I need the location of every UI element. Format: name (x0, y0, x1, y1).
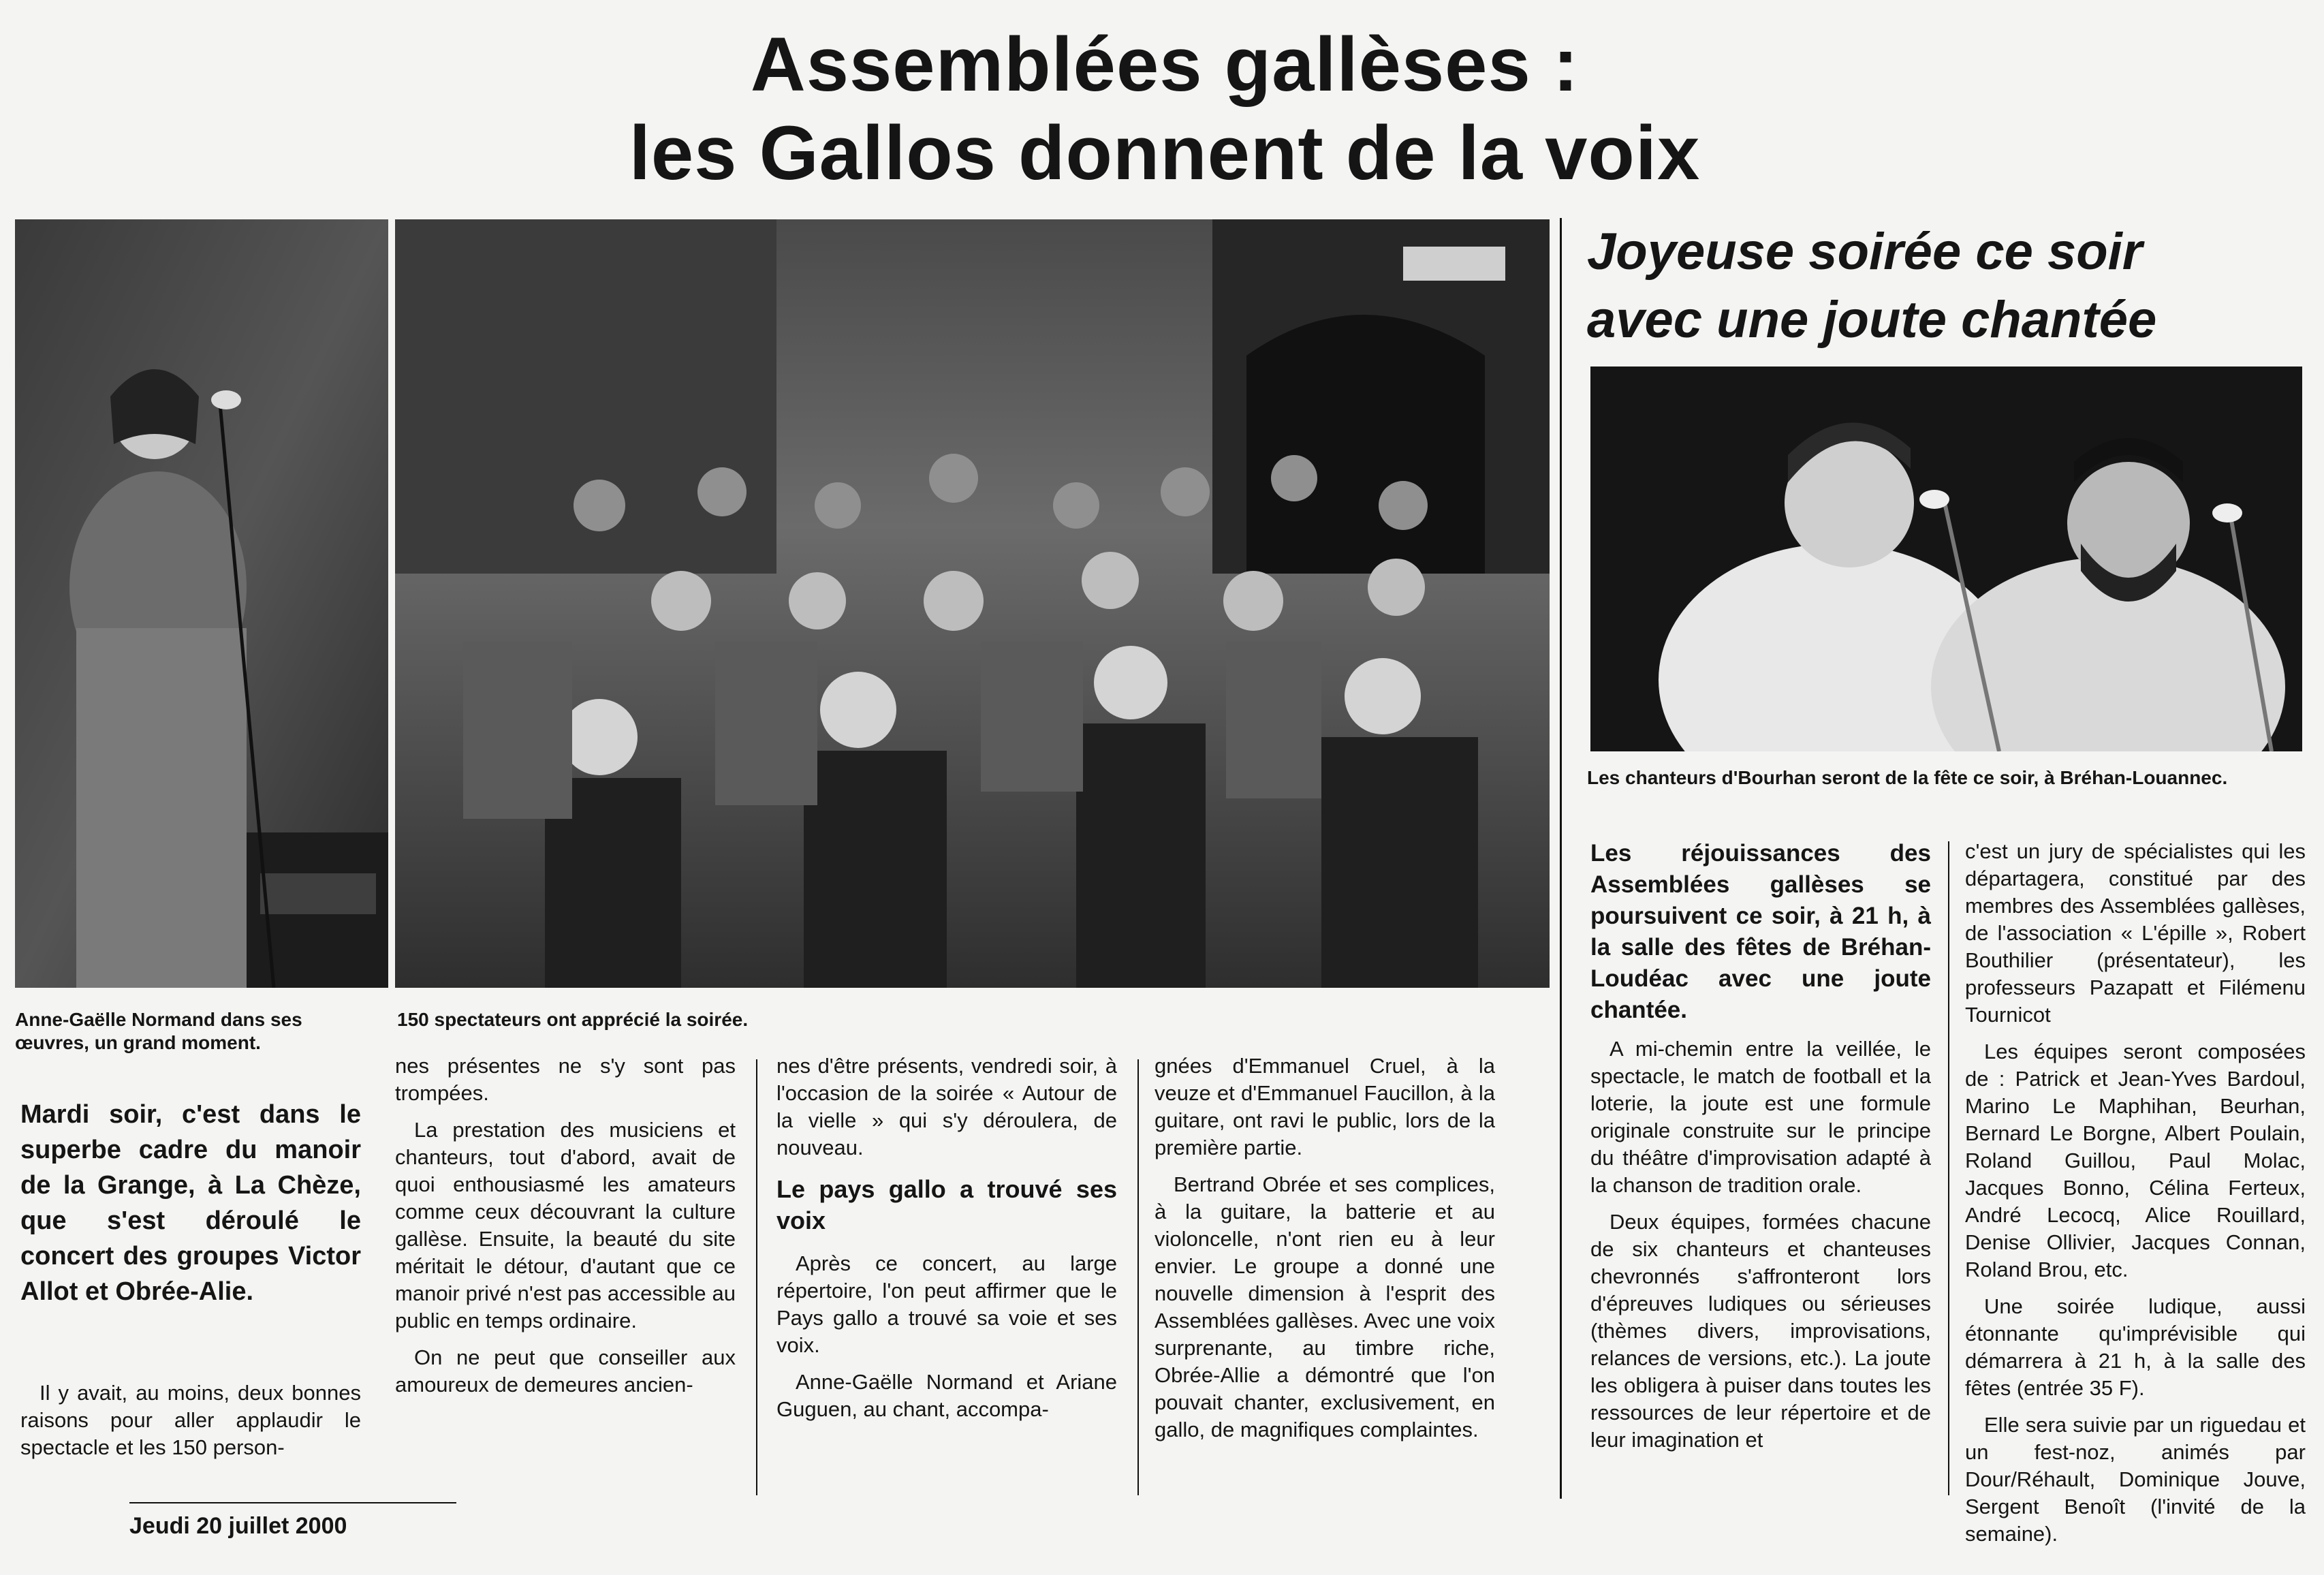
caption-audience: 150 spectateurs ont apprécié la soirée. (397, 1009, 749, 1030)
dateline-rule (129, 1502, 456, 1503)
left-article-col-4 (1155, 1052, 1495, 1453)
headline-line-1: Assemblées gallèses : (750, 22, 1580, 107)
photo-chanteurs-image (1590, 367, 2302, 751)
paragraph: Anne-Gaëlle Normand et Ariane Guguen, au chant, accompa- (776, 1370, 1117, 1421)
paragraph: On ne peut que conseiller aux amoureux de demeures ancien- (395, 1345, 736, 1397)
paragraph: c'est un jury de spécialistes qui les départagera, constitué par des membres des Assemblées gallèses, de l'association « L'épille », Robert Bouthilier (présentateur), les professeurs Pazapatt et Filémenu Tournicot (1965, 839, 2306, 1027)
intertitle: Le pays gallo a trouvé ses voix (776, 1175, 1117, 1234)
paragraph: Deux équipes, formées chacune de six chanteurs et chanteuses chevronnés s'affronteront lors d'épreuves ludiques ou sérieuses (thèmes divers, improvisations, relances de versions, etc.). La joute les obligera à puiser dans toutes les ressources de leur répertoire et de leur imagination et (1590, 1210, 1931, 1452)
left-article-col-3 (776, 1052, 1117, 1433)
paragraph: nes présentes ne s'y sont pas trompées. (395, 1054, 736, 1105)
paragraph: gnées d'Emmanuel Cruel, à la veuze et d'Emmanuel Faucillon, à la guitare, ont ravi le public, lors de la première partie. (1155, 1054, 1495, 1159)
right-heading-line-1: Joyeuse soirée ce soir (1587, 223, 2143, 281)
paragraph: La prestation des musiciens et chanteurs, tout d'abord, avait de quoi enthousiasmé les amateurs comme ceux découvrant la culture gallèse. Ensuite, la beauté du site méritait le détour, d'autant que ce manoir privé n'est pas accessible au public en temps ordinaire. (395, 1118, 736, 1332)
bleed-text-left (0, 0, 123, 177)
paragraph: A mi-chemin entre la veillée, le spectacle, le match de football et la loterie, la joute est une formule originale construite sur le principe du théâtre d'improvisation adapté à la chanson de tradition orale. (1590, 1037, 1931, 1197)
caption-singer: Anne-Gaëlle Normand dans ses œuvres, un grand moment. (15, 1009, 302, 1053)
paragraph: Il y avait, au moins, deux bonnes raisons pour aller applaudir le spectacle et les 150 person- (20, 1381, 361, 1459)
paragraph: Après ce concert, au large répertoire, l'on peut affirmer que le Pays gallo a trouvé sa voie et ses voix. (776, 1251, 1117, 1357)
caption-chanteurs: Les chanteurs d'Bourhan seront de la fête ce soir, à Bréhan-Louannec. (1587, 767, 2228, 788)
column-divider (1948, 841, 1949, 1495)
paragraph: Elle sera suivie par un riguedau et un fest-noz, animés par Dour/Réhault, Dominique Jouve, Sergent Benoît (l'invité de la semaine). (1965, 1413, 2306, 1546)
column-divider (756, 1059, 757, 1495)
paragraph: Une soirée ludique, aussi étonnante qu'imprévisible qui démarrera à 21 h, à la salle des fêtes (entrée 35 F). (1965, 1294, 2306, 1400)
right-article-col-1 (1590, 1035, 1931, 1463)
photo-audience (395, 219, 1550, 988)
right-article-lead: Les réjouissances des Assemblées gallèses se poursuivent ce soir, à 21 h, à la salle des fêtes de Bréhan-Loudéac avec une joute chantée. (1590, 840, 1931, 1023)
column-divider (1137, 1059, 1139, 1495)
photo-audience-image (395, 219, 1550, 988)
right-article-heading (1587, 218, 2309, 354)
right-heading-line-2: avec une joute chantée (1587, 291, 2157, 349)
headline-line-2: les Gallos donnent de la voix (629, 110, 1701, 196)
left-article-col-1 (20, 1379, 361, 1471)
paragraph: Les équipes seront composées de : Patrick et Jean-Yves Bardoul, Marino Le Maphihan, Beurhan, Bernard Le Borgne, Albert Poulain, Roland Guillou, Paul Molac, Jacques Bonno, Célina Ferteux, André Lecocq, Alice Rouillard, Denise Ollivier, Jacques Connan, Roland Brou, etc. (1965, 1040, 2306, 1281)
paragraph: Bertrand Obrée et ses complices, à la guitare, la batterie et au violoncelle, n'ont rien eu à leur envier. Le groupe a donné une nouvelle dimension à l'esprit des Assemblées gallèses. Avec une voix surprenante, au timbre riche, Obrée-Allie a démontré que l'on pouvait chanter, exclusivement, en gallo, de magnifiques complaintes. (1155, 1172, 1495, 1441)
photo-singer (15, 219, 388, 988)
left-article-col-2 (395, 1052, 736, 1408)
main-headline (381, 20, 1948, 198)
right-article-col-2 (1965, 838, 2306, 1557)
article-divider (1560, 218, 1562, 1499)
photo-chanteurs (1590, 367, 2302, 751)
left-article-lead: Mardi soir, c'est dans le superbe cadre du manoir de la Grange, à La Chèze, que s'est déroulé le concert des groupes Victor Allot et Obrée-Alie. (20, 1100, 361, 1306)
dateline: Jeudi 20 juillet 2000 (129, 1513, 347, 1539)
photo-singer-image (15, 219, 388, 988)
paragraph: nes d'être présents, vendredi soir, à l'occasion de la soirée « Autour de la vielle » qui s'y déroulera, de nouveau. (776, 1054, 1117, 1159)
